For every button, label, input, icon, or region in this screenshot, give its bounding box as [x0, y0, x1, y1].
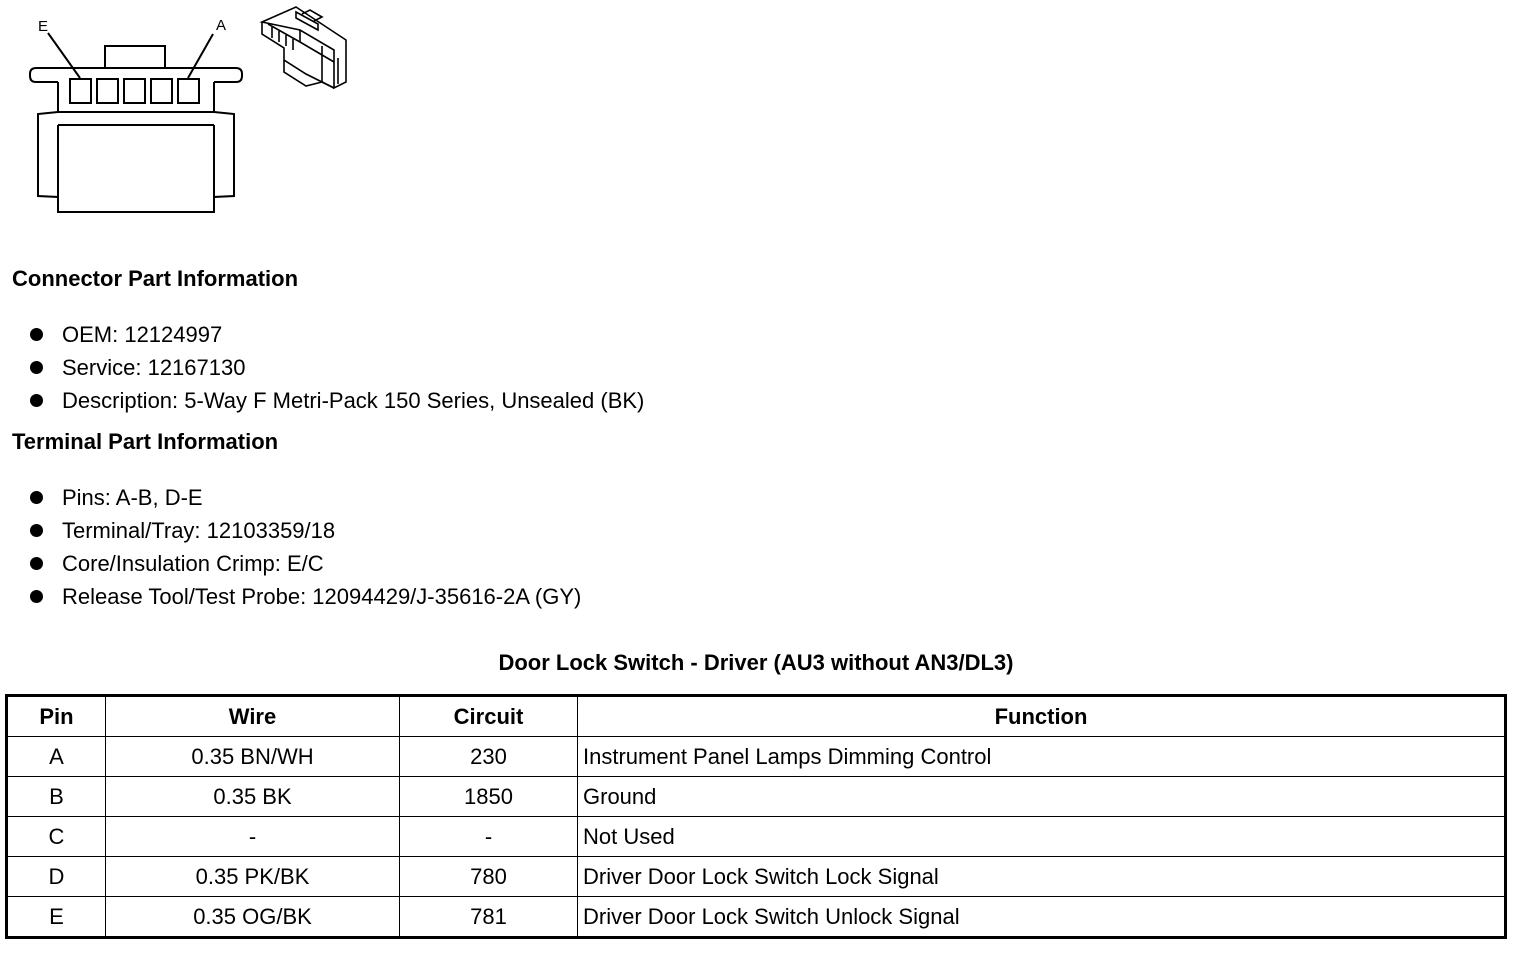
header-circuit: Circuit	[400, 696, 578, 737]
bullet-icon	[30, 328, 43, 341]
table-row	[7, 817, 1506, 857]
header-function: Function	[578, 696, 1506, 737]
cell-pin: C	[7, 817, 106, 857]
connector-diagram	[0, 0, 380, 230]
cell-function: Ground	[578, 777, 1506, 817]
cell-circuit: 781	[400, 897, 578, 938]
cell-pin: A	[7, 737, 106, 777]
table-row	[7, 857, 1506, 897]
cell-wire: 0.35 OG/BK	[106, 897, 400, 938]
list-item: Pins: A-B, D-E	[30, 481, 581, 514]
cell-wire: 0.35 BN/WH	[106, 737, 400, 777]
cell-circuit: 780	[400, 857, 578, 897]
cell-wire: 0.35 PK/BK	[106, 857, 400, 897]
cell-circuit: -	[400, 817, 578, 857]
cell-pin: B	[7, 777, 106, 817]
header-wire: Wire	[106, 696, 400, 737]
cell-pin: D	[7, 857, 106, 897]
cell-circuit: 230	[400, 737, 578, 777]
bullet-icon	[30, 590, 43, 603]
table-title: Door Lock Switch - Driver (AU3 without AN3/DL3)	[498, 650, 1014, 675]
bullet-icon	[30, 524, 43, 537]
list-item: Release Tool/Test Probe: 12094429/J-35616-2A (GY)	[30, 580, 581, 613]
table-row	[7, 897, 1506, 938]
table-header-row	[7, 696, 1506, 737]
cell-function: Instrument Panel Lamps Dimming Control	[578, 737, 1506, 777]
cell-function: Not Used	[578, 817, 1506, 857]
header-pin: Pin	[7, 696, 106, 737]
table-row	[7, 737, 1506, 777]
list-item: OEM: 12124997	[30, 318, 644, 351]
cell-circuit: 1850	[400, 777, 578, 817]
list-item: Core/Insulation Crimp: E/C	[30, 547, 581, 580]
pin-table	[5, 694, 1507, 939]
terminal-info-list	[30, 481, 581, 613]
bullet-icon	[30, 491, 43, 504]
bullet-icon	[30, 557, 43, 570]
list-item: Service: 12167130	[30, 351, 644, 384]
cell-function: Driver Door Lock Switch Lock Signal	[578, 857, 1506, 897]
bullet-icon	[30, 361, 43, 374]
list-item: Description: 5-Way F Metri-Pack 150 Series, Unsealed (BK)	[30, 384, 644, 417]
cell-wire: 0.35 BK	[106, 777, 400, 817]
terminal-info-heading: Terminal Part Information	[12, 429, 279, 454]
cell-function: Driver Door Lock Switch Unlock Signal	[578, 897, 1506, 938]
connector-front-view	[30, 33, 242, 212]
connector-info-heading: Connector Part Information	[12, 266, 299, 291]
list-item: Terminal/Tray: 12103359/18	[30, 514, 581, 547]
table-row	[7, 777, 1506, 817]
cell-pin: E	[7, 897, 106, 938]
pin-a-label: A	[216, 17, 227, 34]
cell-wire: -	[106, 817, 400, 857]
connector-iso-view	[262, 7, 346, 88]
connector-info-list	[30, 318, 644, 417]
pin-e-label: E	[38, 18, 49, 35]
bullet-icon	[30, 394, 43, 407]
